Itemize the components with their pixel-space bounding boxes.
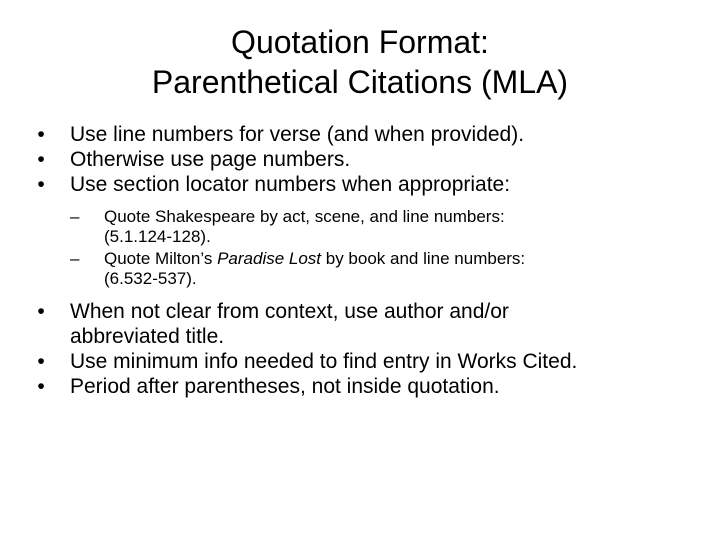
sub-bullet-suffix: by book and line numbers: bbox=[321, 249, 526, 268]
bullet-item bbox=[32, 122, 692, 147]
bullet-text: Use section locator numbers when appropriate: bbox=[70, 173, 511, 196]
sub-bullet-citation: (6.532-537). bbox=[104, 269, 197, 288]
sub-bullet-text bbox=[104, 249, 692, 269]
bullet-text: Otherwise use page numbers. bbox=[70, 148, 351, 171]
bullet-marker: • bbox=[37, 173, 45, 196]
bullet-text-continuation: abbreviated title. bbox=[70, 325, 225, 348]
bullet-marker: • bbox=[37, 300, 45, 323]
bullet-item bbox=[32, 147, 692, 172]
sub-bullet-marker: – bbox=[70, 249, 80, 268]
sub-bullet-item bbox=[32, 207, 692, 247]
sub-bullet-prefix: Quote Milton’s bbox=[104, 249, 218, 268]
slide-title-line-1: Quotation Format: bbox=[231, 24, 489, 60]
bullet-marker: • bbox=[37, 148, 45, 171]
sub-bullet-marker: – bbox=[70, 207, 80, 226]
work-title-italic: Paradise Lost bbox=[217, 249, 322, 268]
sub-bullet-citation: (5.1.124-128). bbox=[104, 227, 211, 246]
bullet-text: Use line numbers for verse (and when provided). bbox=[70, 123, 525, 146]
bullet-item bbox=[32, 374, 692, 399]
slide-title-line-2: Parenthetical Citations (MLA) bbox=[151, 64, 569, 100]
bullet-text: Use minimum info needed to find entry in Works Cited. bbox=[70, 350, 578, 373]
sub-bullet-item bbox=[32, 249, 692, 289]
bullet-marker: • bbox=[37, 350, 45, 373]
sub-bullet-text: Quote Shakespeare by act, scene, and line numbers: bbox=[104, 207, 505, 226]
slide-title bbox=[60, 22, 660, 102]
bullet-item bbox=[32, 299, 692, 349]
bullet-item bbox=[32, 172, 692, 197]
bullet-text: Period after parentheses, not inside quotation. bbox=[70, 375, 500, 398]
bullet-marker: • bbox=[37, 375, 45, 398]
bullet-item bbox=[32, 349, 692, 374]
sub-bullet-list bbox=[32, 207, 692, 289]
slide-body bbox=[32, 122, 692, 399]
bullet-marker: • bbox=[37, 123, 45, 146]
bullet-text: When not clear from context, use author and/or bbox=[70, 300, 509, 323]
